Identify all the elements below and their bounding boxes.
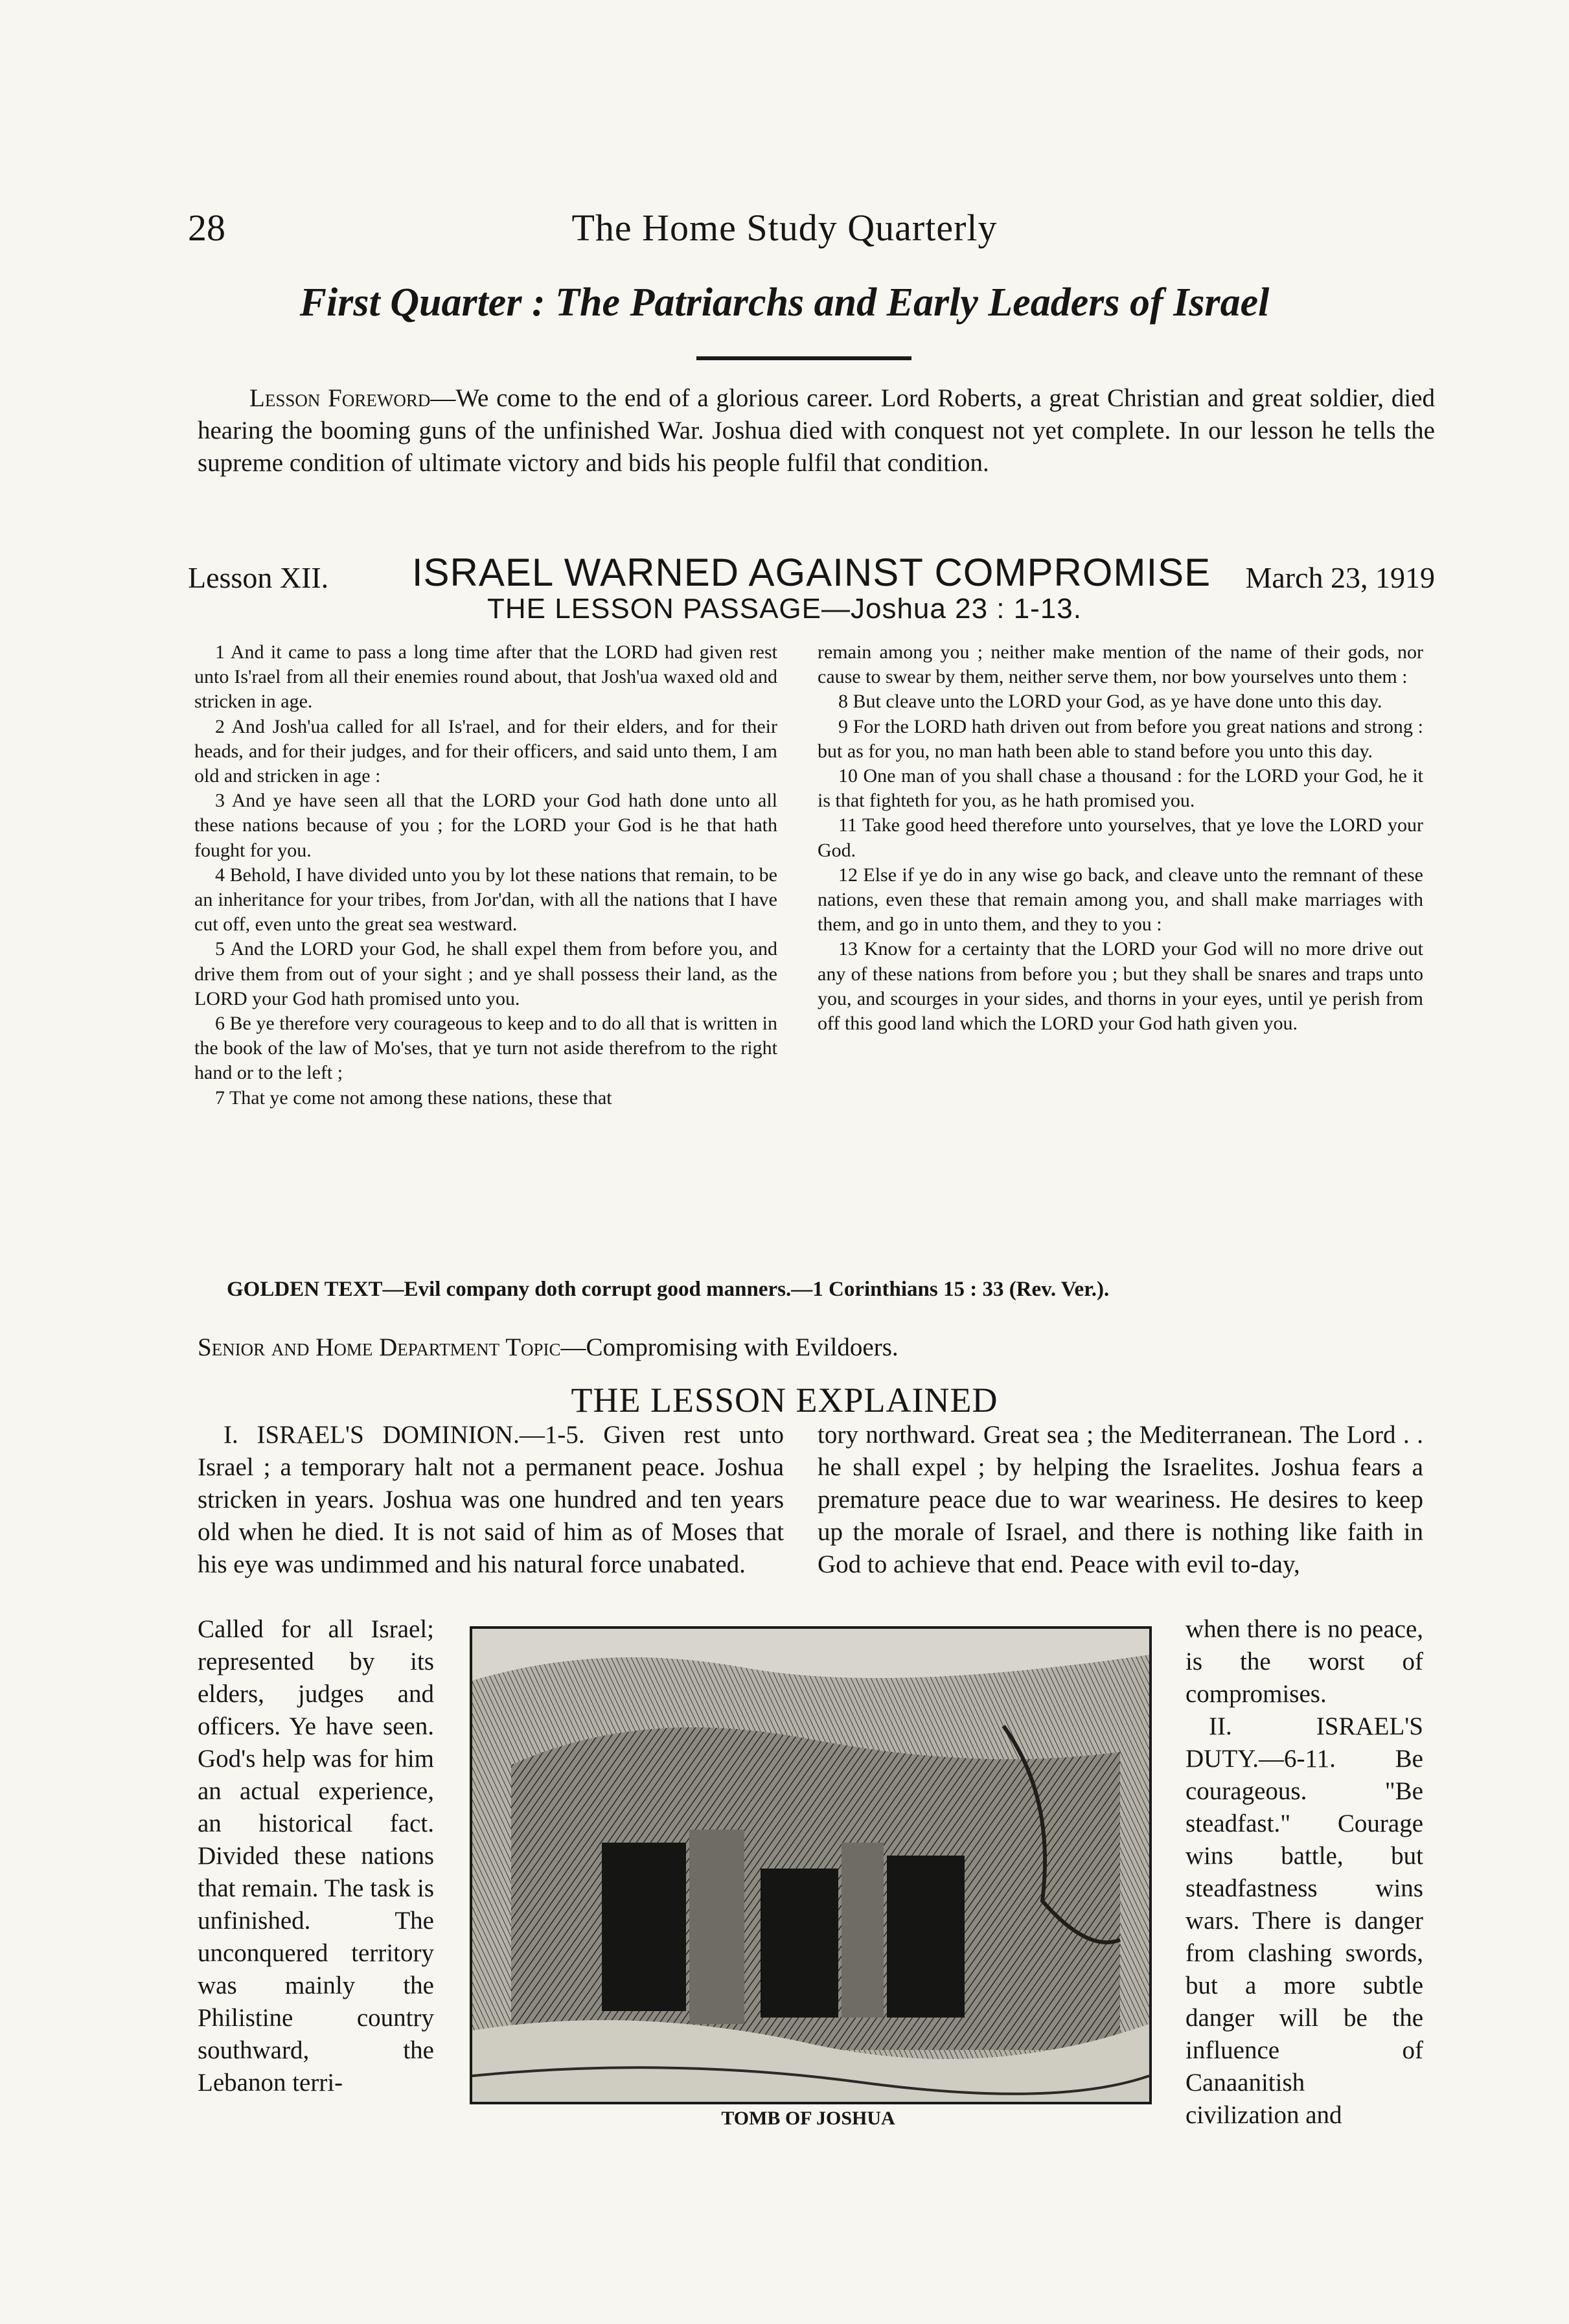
explained-paragraph: tory northward. Great sea ; the Mediterranean. The Lord . . he shall expel ; by helping the Israelites. Joshua fears a premature peace due to war weariness. He desires to keep up the morale of Israel, and there is nothing like faith in God to achieve that end. Peace with evil to-day, [818, 1421, 1423, 1578]
lesson-date: March 23, 1919 [1245, 561, 1435, 594]
verse: 3 And ye have seen all that the LORD your God hath done unto all these nations because of you ; for the LORD your God is he that hath fought for you. [194, 790, 777, 861]
department-topic [198, 1333, 1428, 1362]
passage-heading: THE LESSON PASSAGE—Joshua 23 : 1-13. [487, 593, 1082, 625]
tomb-engraving [472, 1629, 1149, 2102]
lesson-title: ISRAEL WARNED AGAINST COMPROMISE [411, 551, 1211, 594]
verse: 10 One man of you shall chase a thousand : for the LORD your God, he it is that fighteth for you, as he hath promised you. [818, 765, 1423, 812]
foreword-text: —We come to the end of a glorious career. Lord Roberts, a great Christian and great soldier, died hearing the booming guns of the unfinished War. Joshua died with conquest not yet complete. In our lesson he tells the supreme condition of ultimate victory and bids his people fulfil that condition. [198, 384, 1435, 477]
title-rule [696, 356, 911, 360]
lesson-foreword [198, 382, 1435, 479]
verse: 8 But cleave unto the LORD your God, as ye have done unto this day. [838, 691, 1382, 713]
verse: 6 Be ye therefore very courageous to keep and to do all that is written in the book of the law of Mo'ses, that ye turn not aside therefrom to the right hand or to the left ; [194, 1013, 777, 1084]
explained-paragraph: II. ISRAEL'S DUTY.—6-11. Be courageous. "Be steadfast." Courage wins battle, but steadfastness wins wars. There is danger from clashing swords, but a more subtle danger will be the influence of Canaanitish civilization and [1185, 1712, 1423, 2129]
explained-paragraph: I. ISRAEL'S DOMINION.—1-5. Given rest unto Israel ; a temporary halt not a permanent peace. Joshua stricken in years. Joshua was one hundred and ten years old when he died. It is not said of him as of Moses that his eye was undimmed and his natural force unabated. [198, 1421, 784, 1578]
explained-paragraph: Called for all Israel; represented by its elders, judges and officers. Ye have seen. God's help was for him an actual experience, an historical fact. Divided these nations that remain. The task is unfinished. The unconquered territory was mainly the Philistine country southward, the Lebanon terri- [198, 1615, 434, 2097]
tomb-doorway [887, 1856, 965, 2018]
explained-column-left-top [198, 1419, 784, 1581]
lesson-heading-row [188, 543, 1435, 595]
topic-label: Senior and Home Department Topic [198, 1333, 561, 1361]
tomb-doorway [602, 1843, 686, 2011]
running-title: The Home Study Quarterly [571, 207, 998, 249]
golden-text: GOLDEN TEXT—Evil company doth corrupt good manners.—1 Corinthians 15 : 33 (Rev. Ver.). [227, 1278, 1110, 1301]
verse: 2 And Josh'ua called for all Is'rael, and for their elders, and for their heads, and for their judges, and for their officers, and said unto them, I am old and stricken in age : [194, 715, 777, 787]
explained-column-left-narrow [198, 1613, 434, 2099]
verse: 12 Else if ye do in any wise go back, and cleave unto the remnant of these nations, even these that remain among you, and shall make marriages with them, and go in unto them, and they to you : [818, 864, 1423, 936]
quarter-title: First Quarter : The Patriarchs and Early Leaders of Israel [299, 281, 1270, 325]
page-number: 28 [188, 207, 225, 249]
tomb-illustration [470, 1626, 1152, 2104]
tomb-doorway [761, 1869, 838, 2018]
explained-paragraph: when there is no peace, is the worst of compromises. [1185, 1615, 1423, 1708]
explained-heading: THE LESSON EXPLAINED [571, 1381, 998, 1420]
explained-column-right-narrow [1185, 1613, 1423, 2132]
explained-column-right-top [818, 1419, 1423, 1581]
passage-column-right [818, 640, 1423, 1036]
verse: 1 And it came to pass a long time after that the LORD had given rest unto Is'rael from all their enemies round about, that Josh'ua waxed old and stricken in age. [194, 641, 777, 713]
verse: 9 For the LORD hath driven out from before you great nations and strong : but as for you, no man hath been able to stand before you unto this day. [818, 715, 1423, 762]
lesson-number: Lesson XII. [188, 561, 329, 594]
passage-column-left [194, 640, 777, 1110]
verse-continuation: remain among you ; neither make mention of the name of their gods, nor cause to swear by them, neither serve them, nor bow yourselves unto them : [818, 641, 1423, 688]
verse: 11 Take good heed therefore unto yourselves, that ye love the LORD your God. [818, 814, 1423, 861]
topic-text: —Compromising with Evildoers. [560, 1333, 899, 1361]
verse: 4 Behold, I have divided unto you by lot these nations that remain, to be an inheritance for your tribes, from Jor'dan, with all the nations that I have cut off, even unto the great sea westward. [194, 864, 777, 936]
foreword-label: Lesson Foreword [249, 384, 431, 412]
verse: 5 And the LORD your God, he shall expel them from before you, and drive them from out of your sight ; and ye shall possess their land, as the LORD your God hath promised unto you. [194, 938, 777, 1009]
verse: 13 Know for a certainty that the LORD your God will no more drive out any of these nations from before you ; but they shall be snares and traps unto you, and scourges in your sides, and thorns in your eyes, until ye perish from off this good land which the LORD your God hath given you. [818, 938, 1423, 1035]
figure-caption: TOMB OF JOSHUA [721, 2108, 895, 2129]
verse: 7 That ye come not among these nations, these that [215, 1087, 612, 1109]
